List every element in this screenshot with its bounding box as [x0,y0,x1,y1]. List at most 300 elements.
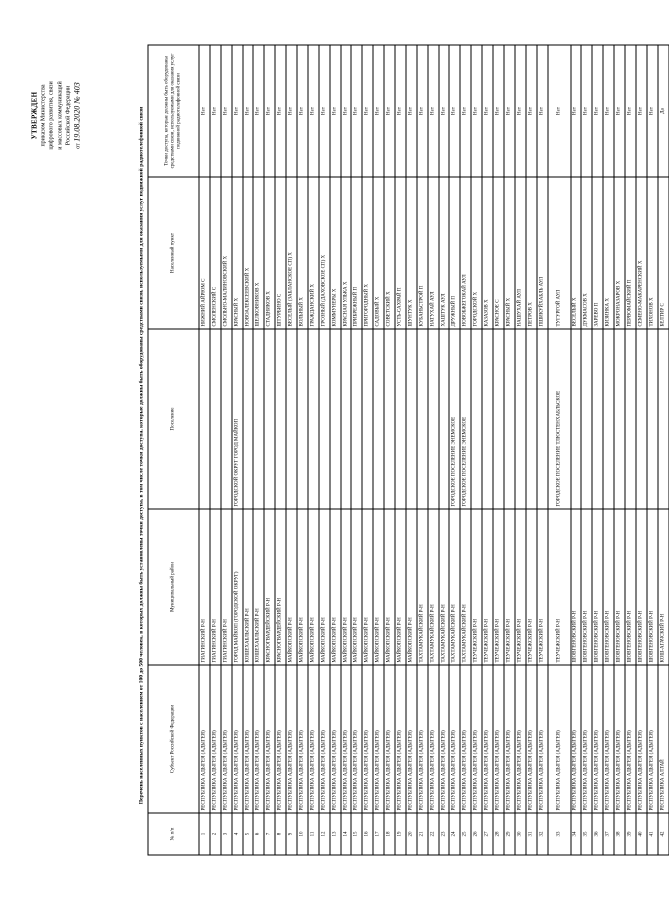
region-cell: РЕСПУБЛИКА АДЫГЕЯ (АДЫГЕЯ) [318,665,329,813]
row-number-cell: 7 [264,813,275,855]
table-row [351,45,362,855]
settlement-cell: ГОРОДСКОЙ ОКРУГ ГОРОД МАЙКОП [231,329,242,509]
locality-cell: ШЕЛКОВНИКОВ Х [253,177,264,329]
settlement-cell [438,329,449,509]
access-point-cell: Нет [297,45,308,177]
locality-cell: ГРАЖДАНСКИЙ Х [307,177,318,329]
locality-cell: НАТУХАЙ АУЛ [427,177,438,329]
access-point-cell: Нет [351,45,362,177]
region-cell: РЕСПУБЛИКА АДЫГЕЯ (АДЫГЕЯ) [482,665,493,813]
row-number-cell: 28 [493,813,504,855]
settlement-cell [471,329,482,509]
locality-cell: ШТУРБИНО С [275,177,286,329]
locality-cell: ХАШТУК АУЛ [438,177,449,329]
table-row [536,45,547,855]
access-point-cell: Нет [395,45,406,177]
locality-cell: КУБАНЬСТРОЙ П [416,177,427,329]
access-point-cell: Да [657,45,668,177]
municipal-district-cell: КОШЕХАБЛЬСКИЙ Р-Н [253,509,264,665]
settlement-cell [493,329,504,509]
municipal-district-cell: КРАСНОГВАРДЕЙСКИЙ Р-Н [275,509,286,665]
access-point-cell: Нет [581,45,592,177]
municipal-district-cell: МАЙКОПСКИЙ Р-Н [373,509,384,665]
access-point-cell: Нет [592,45,603,177]
municipal-district-cell: ТАХТАМУКАЙСКИЙ Р-Н [460,509,471,665]
municipal-district-cell: ШОВГЕНОВСКИЙ Р-Н [614,509,625,665]
region-cell: РЕСПУБЛИКА АДЫГЕЯ (АДЫГЕЯ) [570,665,581,813]
access-point-cell: Нет [264,45,275,177]
table-row [646,45,657,855]
approval-date-prefix: от [74,142,81,149]
locality-cell: НОВОБЖЕГОКАЙ АУЛ [460,177,471,329]
row-number-cell: 9 [286,813,297,855]
access-point-cell: Нет [275,45,286,177]
region-cell: РЕСПУБЛИКА АДЫГЕЯ (АДЫГЕЯ) [220,665,231,813]
approval-block [30,35,82,195]
municipal-district-cell: МАЙКОПСКИЙ Р-Н [297,509,308,665]
access-point-cell: Нет [373,45,384,177]
settlement-cell [275,329,286,509]
settlement-cell [318,329,329,509]
municipal-district-cell: МАЙКОПСКИЙ Р-Н [362,509,373,665]
region-cell: РЕСПУБЛИКА АДЫГЕЯ (АДЫГЕЯ) [307,665,318,813]
municipal-district-cell: ТЕУЧЕЖСКИЙ Р-Н [493,509,504,665]
municipal-district-cell: ТЕУЧЕЖСКИЙ Р-Н [525,509,536,665]
row-number-cell: 8 [275,813,286,855]
region-cell: РЕСПУБЛИКА АДЫГЕЯ (АДЫГЕЯ) [275,665,286,813]
settlement-cell [264,329,275,509]
settlement-cell [514,329,525,509]
locality-cell: ТУГУРГОЙ АУЛ [547,177,570,329]
locality-cell: НАШУХАЙ АУЛ [514,177,525,329]
region-cell: РЕСПУБЛИКА АДЫГЕЯ (АДЫГЕЯ) [297,665,308,813]
approval-line: и массовых коммуникаций [56,80,63,150]
municipal-district-cell: МАЙКОПСКИЙ Р-Н [329,509,340,665]
locality-cell: ПРИБРЕЖНЫЙ П [351,177,362,329]
locality-cell: КРАСНАЯ УЛЬКА Х [340,177,351,329]
region-cell: РЕСПУБЛИКА АДЫГЕЯ (АДЫГЕЯ) [286,665,297,813]
rotated-content [20,20,665,885]
settlement-cell [581,329,592,509]
access-point-cell: Нет [286,45,297,177]
row-number-cell: 13 [329,813,340,855]
row-number-cell: 33 [547,813,570,855]
row-number-cell: 26 [471,813,482,855]
settlement-cell [427,329,438,509]
municipal-district-cell: ШОВГЕНОВСКИЙ Р-Н [592,509,603,665]
settlement-cell [570,329,581,509]
access-point-cell: Нет [220,45,231,177]
table-row [340,45,351,855]
access-point-cell: Нет [362,45,373,177]
municipal-district-cell: ГИАГИНСКИЙ Р-Н [209,509,220,665]
municipal-district-cell: ТЕУЧЕЖСКИЙ Р-Н [471,509,482,665]
region-cell: РЕСПУБЛИКА АДЫГЕЯ (АДЫГЕЯ) [199,665,210,813]
settlement-cell [340,329,351,509]
table-row [275,45,286,855]
municipal-district-cell: ГОРОД МАЙКОП (ГОРОДСКОЙ ОКРУГ) [231,509,242,665]
municipal-district-cell: ГИАГИНСКИЙ Р-Н [220,509,231,665]
settlement-cell [373,329,384,509]
settlement-cell [482,329,493,509]
table-row [231,45,242,855]
settlements-table [147,44,669,855]
table-row [592,45,603,855]
row-number-cell: 3 [220,813,231,855]
settlement-cell: ГОРОДСКОЕ ПОСЕЛЕНИЕ ТЛЮСТЕНХАБЛЬСКОЕ [547,329,570,509]
municipal-district-cell: ТЕУЧЕЖСКИЙ Р-Н [536,509,547,665]
table-row [635,45,646,855]
access-point-cell: Нет [416,45,427,177]
settlement-cell [351,329,362,509]
row-number-cell: 17 [373,813,384,855]
region-cell: РЕСПУБЛИКА АДЫГЕЯ (АДЫГЕЯ) [460,665,471,813]
locality-cell: КРАСНЫЙ Х [231,177,242,329]
access-point-cell: Нет [199,45,210,177]
region-cell: РЕСПУБЛИКА АДЫГЕЯ (АДЫГЕЯ) [525,665,536,813]
locality-cell: КИЗИНКА Х [603,177,614,329]
access-point-cell: Нет [635,45,646,177]
locality-cell: ШУНТУК Х [405,177,416,329]
region-cell: РЕСПУБЛИКА АДЫГЕЯ (АДЫГЕЯ) [536,665,547,813]
settlement-cell [209,329,220,509]
region-cell: РЕСПУБЛИКА АДЫГЕЯ (АДЫГЕЯ) [427,665,438,813]
table-row [416,45,427,855]
col-header-locality: Населенный пункт [148,177,199,329]
settlement-cell [603,329,614,509]
municipal-district-cell: ТАХТАМУКАЙСКИЙ Р-Н [438,509,449,665]
region-cell: РЕСПУБЛИКА АДЫГЕЯ (АДЫГЕЯ) [373,665,384,813]
municipal-district-cell: ТЕУЧЕЖСКИЙ Р-Н [514,509,525,665]
table-row [220,45,231,855]
settlement-cell [416,329,427,509]
access-point-cell: Нет [624,45,635,177]
row-number-cell: 39 [624,813,635,855]
table-row [438,45,449,855]
access-point-cell: Нет [514,45,525,177]
municipal-district-cell: ШОВГЕНОВСКИЙ Р-Н [581,509,592,665]
municipal-district-cell: ШОВГЕНОВСКИЙ Р-Н [624,509,635,665]
table-row [242,45,253,855]
access-point-cell: Нет [384,45,395,177]
region-cell: РЕСПУБЛИКА АДЫГЕЯ (АДЫГЕЯ) [438,665,449,813]
table-row [460,45,471,855]
access-point-cell: Нет [340,45,351,177]
row-number-cell: 25 [460,813,471,855]
settlement-cell [635,329,646,509]
municipal-district-cell: ТЕУЧЕЖСКИЙ Р-Н [503,509,514,665]
access-point-cell: Нет [603,45,614,177]
locality-cell: СОВЕТСКИЙ Х [384,177,395,329]
access-point-cell: Нет [503,45,514,177]
access-point-cell: Нет [231,45,242,177]
access-point-cell: Нет [318,45,329,177]
table-row [514,45,525,855]
table-row [614,45,625,855]
row-number-cell: 10 [297,813,308,855]
region-cell: РЕСПУБЛИКА АДЫГЕЯ (АДЫГЕЯ) [449,665,460,813]
settlement-cell [536,329,547,509]
settlement-cell [646,329,657,509]
row-number-cell: 34 [570,813,581,855]
municipal-district-cell: ТАХТАМУКАЙСКИЙ Р-Н [416,509,427,665]
table-body [199,45,669,855]
table-row [253,45,264,855]
region-cell: РЕСПУБЛИКА АДЫГЕЯ (АДЫГЕЯ) [547,665,570,813]
region-cell: РЕСПУБЛИКА АДЫГЕЯ (АДЫГЕЯ) [624,665,635,813]
table-row [624,45,635,855]
locality-cell: МОКРОНАЗАРОВ Х [614,177,625,329]
access-point-cell: Нет [614,45,625,177]
settlement-cell [614,329,625,509]
row-number-cell: 21 [416,813,427,855]
table-row [427,45,438,855]
municipal-district-cell: ГИАГИНСКИЙ Р-Н [199,509,210,665]
row-number-cell: 14 [340,813,351,855]
locality-cell: БЕЛТИР С [657,177,668,329]
municipal-district-cell: ШОВГЕНОВСКИЙ Р-Н [635,509,646,665]
approval-line: Российской Федерации [65,85,71,145]
table-row [503,45,514,855]
row-number-cell: 2 [209,813,220,855]
access-point-cell: Нет [482,45,493,177]
settlement-cell [624,329,635,509]
table-row [471,45,482,855]
table-row [329,45,340,855]
access-point-cell: Нет [253,45,264,177]
locality-cell: КОММУНЕРЫ Х [329,177,340,329]
table-row [209,45,220,855]
table-row [657,45,668,855]
table-row [384,45,395,855]
locality-cell: УСТЬ-САХРАЙ П [395,177,406,329]
row-number-cell: 20 [405,813,416,855]
locality-cell: СМОЛЕНСКИЙ С [209,177,220,329]
region-cell: РЕСПУБЛИКА АДЫГЕЯ (АДЫГЕЯ) [395,665,406,813]
locality-cell: ДУКМАСОВ Х [581,177,592,329]
table-row [570,45,581,855]
table-row [199,45,210,855]
access-point-cell: Нет [329,45,340,177]
table-row [395,45,406,855]
region-cell: РЕСПУБЛИКА АДЫГЕЯ (АДЫГЕЯ) [264,665,275,813]
row-number-cell: 18 [384,813,395,855]
row-number-cell: 19 [395,813,406,855]
region-cell: РЕСПУБЛИКА АДЫГЕЯ (АДЫГЕЯ) [340,665,351,813]
region-cell: РЕСПУБЛИКА АДЫГЕЯ (АДЫГЕЯ) [471,665,482,813]
row-number-cell: 24 [449,813,460,855]
row-number-cell: 36 [592,813,603,855]
row-number-cell: 11 [307,813,318,855]
access-point-cell: Нет [209,45,220,177]
region-cell: РЕСПУБЛИКА АДЫГЕЯ (АДЫГЕЯ) [635,665,646,813]
region-cell: РЕСПУБЛИКА АДЫГЕЯ (АДЫГЕЯ) [592,665,603,813]
settlement-cell [199,329,210,509]
settlement-cell [253,329,264,509]
row-number-cell: 6 [253,813,264,855]
region-cell: РЕСПУБЛИКА АДЫГЕЯ (АДЫГЕЯ) [351,665,362,813]
row-number-cell: 29 [503,813,514,855]
table-row [318,45,329,855]
access-point-cell: Нет [307,45,318,177]
locality-cell: СЕМЕНО-МАКАРЕНСКИЙ Х [635,177,646,329]
row-number-cell: 23 [438,813,449,855]
row-number-cell: 32 [536,813,547,855]
locality-cell: ВОЛЬНЫЙ Х [297,177,308,329]
table-row [603,45,614,855]
locality-cell: ВЕСЕЛЫЙ Х [570,177,581,329]
table-row [286,45,297,855]
municipal-district-cell: МАЙКОПСКИЙ Р-Н [405,509,416,665]
document-heading: Перечень населенных пунктов с населением от 100 до 500 человек, в которых должны быть установлены точки доступа, в том числе точки доступа, которые должны быть оборудованы средствами связи, используемыми для оказания услуг подвижной радиотелефонной связи [138,106,144,804]
row-number-cell: 37 [603,813,614,855]
row-number-cell: 41 [646,813,657,855]
locality-cell: ГРОЗНЫЙ (ДАХОВСКОЕ СП) Х [318,177,329,329]
municipal-district-cell: МАЙКОПСКИЙ Р-Н [351,509,362,665]
table-row [482,45,493,855]
row-number-cell: 5 [242,813,253,855]
locality-cell: ВЕСЕЛЫЙ (ЗАБЛАНСКОЕ СП) Х [286,177,297,329]
row-number-cell: 4 [231,813,242,855]
settlement-cell [384,329,395,509]
region-cell: РЕСПУБЛИКА АДЫГЕЯ (АДЫГЕЯ) [416,665,427,813]
access-point-cell: Нет [427,45,438,177]
settlement-cell [362,329,373,509]
col-header-access-point: Точки доступа, которые должны быть оборудованы средствами связи, используемыми для оказания услуг подвижной радиотелефонной связи [148,45,199,177]
access-point-cell: Нет [460,45,471,177]
settlement-cell [405,329,416,509]
region-cell: РЕСПУБЛИКА АДЫГЕЯ (АДЫГЕЯ) [329,665,340,813]
approval-date [73,35,83,195]
municipal-district-cell: КОШ-АГАЧСКИЙ Р-Н [657,509,668,665]
col-header-number: № п/п [148,813,199,855]
row-number-cell: 15 [351,813,362,855]
col-header-region: Субъект Российской Федерации [148,665,199,813]
approval-title: УТВЕРЖДЕН [30,91,38,139]
col-header-settlement: Поселение [148,329,199,509]
municipal-district-cell: МАЙКОПСКИЙ Р-Н [384,509,395,665]
table-row [264,45,275,855]
row-number-cell: 16 [362,813,373,855]
municipal-district-cell: КОШЕХАБЛЬСКИЙ Р-Н [242,509,253,665]
municipal-district-cell: ТЕУЧЕЖСКИЙ Р-Н [482,509,493,665]
locality-cell: ПРИГОРОДНЫЙ Х [362,177,373,329]
settlement-cell [307,329,318,509]
region-cell: РЕСПУБЛИКА АДЫГЕЯ (АДЫГЕЯ) [503,665,514,813]
locality-cell: ПЕРВОМАЙСКИЙ П [624,177,635,329]
locality-cell: СТАДНИКОВ Х [264,177,275,329]
settlement-cell: ГОРОДСКОЕ ПОСЕЛЕНИЕ ЭНЕМСКОЕ [449,329,460,509]
settlement-cell [286,329,297,509]
access-point-cell: Нет [242,45,253,177]
table-row [581,45,592,855]
table-row [307,45,318,855]
municipal-district-cell: МАЙКОПСКИЙ Р-Н [307,509,318,665]
region-cell: РЕСПУБЛИКА АДЫГЕЯ (АДЫГЕЯ) [646,665,657,813]
access-point-cell: Нет [525,45,536,177]
settlement-cell: ГОРОДСКОЕ ПОСЕЛЕНИЕ ЭНЕМСКОЕ [460,329,471,509]
region-cell: РЕСПУБЛИКА АДЫГЕЯ (АДЫГЕЯ) [209,665,220,813]
locality-cell: ТИХОНОВ Х [646,177,657,329]
locality-cell: КАЗАЗОВ Х [482,177,493,329]
access-point-cell: Нет [438,45,449,177]
table-row [525,45,536,855]
approval-line: цифрового развития, связи [48,80,54,150]
municipal-district-cell: МАЙКОПСКИЙ Р-Н [286,509,297,665]
access-point-cell: Нет [570,45,581,177]
col-header-municipal-district: Муниципальный район [148,509,199,665]
locality-cell: КРАСНОЕ С [493,177,504,329]
region-cell: РЕСПУБЛИКА АДЫГЕЯ (АДЫГЕЯ) [231,665,242,813]
row-number-cell: 42 [657,813,668,855]
locality-cell: ПШИКУЙХАБЛЬ АУЛ [536,177,547,329]
settlement-cell [592,329,603,509]
access-point-cell: Нет [405,45,416,177]
settlement-cell [329,329,340,509]
municipal-district-cell: МАЙКОПСКИЙ Р-Н [318,509,329,665]
settlement-cell [297,329,308,509]
region-cell: РЕСПУБЛИКА АДЫГЕЯ (АДЫГЕЯ) [581,665,592,813]
region-cell: РЕСПУБЛИКА АДЫГЕЯ (АДЫГЕЯ) [384,665,395,813]
region-cell: РЕСПУБЛИКА АДЫГЕЯ (АДЫГЕЯ) [603,665,614,813]
row-number-cell: 12 [318,813,329,855]
settlement-cell [242,329,253,509]
table-row [373,45,384,855]
locality-cell: СМОЛЬНО-МАЛИНОВСКИЙ Х [220,177,231,329]
row-number-cell: 40 [635,813,646,855]
settlement-cell [525,329,536,509]
table-row [297,45,308,855]
locality-cell: ДРУЖНЫЙ П [449,177,460,329]
settlement-cell [503,329,514,509]
approval-date-value: 19.08.2020 № 403 [71,81,81,142]
region-cell: РЕСПУБЛИКА АДЫГЕЯ (АДЫГЕЯ) [405,665,416,813]
access-point-cell: Нет [449,45,460,177]
region-cell: РЕСПУБЛИКА АДЫГЕЯ (АДЫГЕЯ) [242,665,253,813]
access-point-cell: Нет [646,45,657,177]
table-row [493,45,504,855]
locality-cell: САДОВЫЙ Х [373,177,384,329]
locality-cell: НИЖНИЙ АЙРЮМ С [199,177,210,329]
settlement-cell [220,329,231,509]
region-cell: РЕСПУБЛИКА АДЫГЕЯ (АДЫГЕЯ) [362,665,373,813]
row-number-cell: 30 [514,813,525,855]
municipal-district-cell: КРАСНОГВАРДЕЙСКИЙ Р-Н [264,509,275,665]
access-point-cell: Нет [547,45,570,177]
access-point-cell: Нет [536,45,547,177]
locality-cell: ГОРОДСКОЙ Х [471,177,482,329]
municipal-district-cell: ТАХТАМУКАЙСКИЙ Р-Н [449,509,460,665]
table-row [449,45,460,855]
row-number-cell: 35 [581,813,592,855]
row-number-cell: 27 [482,813,493,855]
row-number-cell: 1 [199,813,210,855]
table-row [362,45,373,855]
municipal-district-cell: ШОВГЕНОВСКИЙ Р-Н [570,509,581,665]
locality-cell: ПЕТРОВ Х [525,177,536,329]
access-point-cell: Нет [471,45,482,177]
row-number-cell: 31 [525,813,536,855]
table-row [547,45,570,855]
locality-cell: КРАСНЫЙ Х [503,177,514,329]
municipal-district-cell: МАЙКОПСКИЙ Р-Н [340,509,351,665]
region-cell: РЕСПУБЛИКА АДЫГЕЯ (АДЫГЕЯ) [614,665,625,813]
municipal-district-cell: ТЕУЧЕЖСКИЙ Р-Н [547,509,570,665]
access-point-cell: Нет [493,45,504,177]
locality-cell: НОВОАЛЕКСЕЕВСКИЙ Х [242,177,253,329]
region-cell: РЕСПУБЛИКА АДЫГЕЯ (АДЫГЕЯ) [493,665,504,813]
region-cell: РЕСПУБЛИКА АЛТАЙ [657,665,668,813]
